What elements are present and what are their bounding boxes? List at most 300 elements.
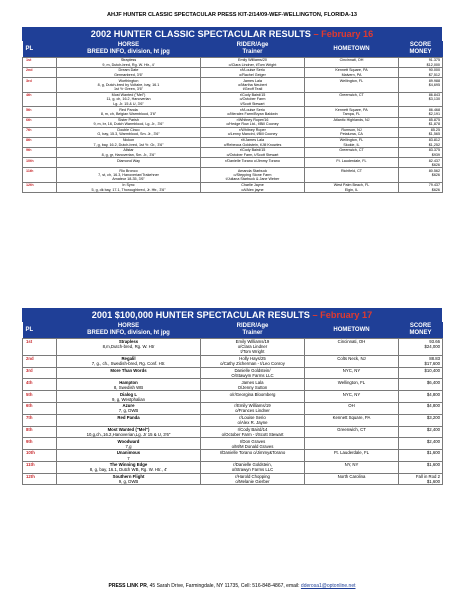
section-date: – February 17 (309, 310, 373, 320)
score-money-cell (399, 182, 443, 192)
score-money-line: $2,400 (426, 438, 440, 444)
rider-line: o/Meralex Farm/Bryan Baldwin (227, 111, 278, 116)
horse-line: Azure (122, 403, 135, 409)
horse-line: 7, g, DWB (118, 408, 139, 414)
hometown-cell (305, 137, 399, 147)
table-row (23, 355, 443, 367)
rider-line: r/Cody Baird/15 (239, 148, 266, 153)
score-money-cell (399, 158, 443, 168)
horse-cell (57, 182, 201, 192)
score-money-cell (399, 414, 443, 426)
rider-cell (201, 58, 305, 68)
horse-line: Allstar (123, 148, 134, 153)
table-header-row (23, 41, 443, 58)
horse-line: Red Panda (119, 107, 138, 112)
score-money-line: 82.437 (428, 158, 440, 163)
placing-cell: 4th (23, 379, 57, 391)
horse-cell (57, 473, 201, 485)
horse-cell (57, 450, 201, 462)
horse-cell (57, 107, 201, 117)
horse-line: 11, g, ch, 16.2, Hanoverian (106, 97, 151, 102)
score-money-cell (399, 461, 443, 473)
score-money-line: $4,800 (426, 391, 440, 397)
horse-line: 8, g, Dutch-bred by Voltaire, bay, 16.1 (97, 82, 160, 87)
rider-cell (201, 403, 305, 415)
horse-cell (57, 355, 201, 367)
rider-line: t/Geoff Teall (242, 87, 263, 92)
rider-cell (201, 127, 305, 137)
placing-cell: 2nd (23, 355, 57, 367)
score-money-line: $6,400 (426, 379, 440, 385)
rider-line: O/Stawym Farms LLC (231, 373, 274, 379)
score-money-cell (399, 92, 443, 106)
footer-email-link[interactable]: dderosa1@optonline.net (300, 583, 356, 589)
horse-cell (57, 391, 201, 403)
horse-line: Worthington (118, 78, 139, 83)
hometown-line: Kennett Square, PA (335, 68, 368, 73)
rider-cell (201, 414, 305, 426)
horse-line: 8, Swedish WB (113, 384, 144, 390)
horse-line: More Than Words (110, 367, 147, 373)
rider-line: o/Alex R. Jayne (237, 420, 268, 426)
score-money-cell (399, 58, 443, 68)
rider-cell (201, 158, 305, 168)
hometown-cell (305, 107, 399, 117)
horse-line: G, bay, 15.3, Warmblood, Sm. Jr., 3'6" (97, 132, 160, 137)
hometown-cell (305, 426, 399, 438)
score-money-line: 89.988 (428, 78, 440, 83)
col-header-pl: PL (25, 326, 34, 333)
horse-cell (57, 403, 201, 415)
table-row (23, 391, 443, 403)
score-money-cell (399, 107, 443, 117)
rider-cell (201, 461, 305, 473)
placing-cell: 1st (23, 339, 57, 356)
hometown-cell (305, 168, 399, 182)
score-money-line: $4,695 (428, 82, 440, 87)
horse-line: Red Panda (117, 415, 140, 421)
horse-line: Double Cinco (117, 128, 140, 133)
hometown-cell (305, 182, 399, 192)
score-money-line: 86.843 (428, 93, 440, 98)
table-row (23, 148, 443, 158)
horse-line: Lg. Jr. 15 & U, 3'6" (113, 101, 144, 106)
score-money-cell (399, 438, 443, 450)
score-money-cell (399, 391, 443, 403)
score-money-line: 83.375 (428, 148, 440, 153)
horse-line: 7, g, bay, 16.2, Dutch-bred, 1st Yr. Gr., 3'6" (93, 142, 164, 147)
rider-line: r/t/Louise Serio (240, 107, 265, 112)
rider-cell (201, 137, 305, 147)
score-money-cell (399, 403, 443, 415)
horse-line: 8, g, gr, Hanoverian, Sm. Jr., 3'6" (101, 152, 156, 157)
hometown-cell (305, 461, 399, 473)
horse-cell (57, 92, 201, 106)
score-money-line: $626 (431, 162, 440, 167)
score-money-line: $3,130 (428, 97, 440, 102)
page-header: AHJF HUNTER CLASSIC SPECTACULAR PRESS KIT-2/14/09-WEF-WELLINGTON, FLORIDA-13 (107, 12, 357, 18)
rider-line: Amanda Starbuck (237, 168, 268, 173)
placing-cell: 5th (23, 391, 57, 403)
table-row (23, 78, 443, 92)
rider-line: r/Danielle Torano o/Jimmy&Torano (219, 450, 286, 456)
horse-line: Diamond Way (116, 158, 141, 163)
table-row (23, 379, 443, 391)
table-row (23, 426, 443, 438)
placing-cell: 3rd (23, 78, 57, 92)
section-date: – February 16 (310, 29, 374, 39)
rider-line: r/t/Louise Serio (240, 68, 265, 73)
horse-line: Most Wanted ("Mel") (111, 93, 146, 98)
score-money-line: 85.875 (428, 117, 440, 122)
rider-line: o/Clara Lindner (237, 344, 268, 350)
horse-cell (57, 117, 201, 127)
horse-line: Strapless (118, 339, 139, 345)
horse-cell (57, 78, 201, 92)
score-money-line: 85.25 (430, 128, 440, 133)
rider-cell (201, 473, 305, 485)
horse-cell (57, 461, 201, 473)
score-money-line: 90.000 (428, 68, 440, 73)
rider-line: o/Frances Lindner (235, 408, 270, 414)
horse-line: 8, g, bay, 16.1, Dutch WB, Rg. W. Htr., 4' (89, 467, 168, 473)
rider-line: o/Cathy Zicherman - t/Leo Conroy (220, 361, 285, 367)
score-money-cell (399, 117, 443, 127)
rider-cell (201, 182, 305, 192)
hometown-cell (305, 403, 399, 415)
rider-cell (201, 339, 305, 356)
horse-line: In Sync (122, 183, 135, 188)
rider-line: r/t/James Lala (240, 138, 265, 143)
placing-cell: 2nd (23, 68, 57, 78)
table-row (23, 473, 443, 485)
rider-line: o/Martha Neubert (238, 82, 267, 87)
score-money-line: $939 (431, 152, 440, 157)
score-money-cell (399, 127, 443, 137)
rider-line: Holly Hays/25 (239, 356, 266, 362)
hometown-cell (305, 339, 399, 356)
score-money-line: $1,252 (428, 142, 440, 147)
placing-cell: 12th (23, 182, 57, 192)
table-row (23, 92, 443, 106)
hometown-cell (305, 78, 399, 92)
rider-cell (201, 426, 305, 438)
table-row (23, 461, 443, 473)
hometown-line: North Carolina (337, 473, 366, 479)
rider-line: Emily Williams/20 (238, 58, 267, 63)
horse-line: Woodward (117, 438, 140, 444)
rider-line: Emily Williams/19 (235, 339, 270, 345)
rider-line: r/Harold Chopping (235, 473, 270, 479)
horse-line: 9, g, DWB (118, 479, 139, 485)
hometown-line: Wellington, FL (339, 138, 364, 143)
placing-cell: 7th (23, 414, 57, 426)
hometown-cell (305, 379, 399, 391)
col-header-horse: HORSE BREED INFO, division, ht jpg (87, 42, 170, 55)
score-money-line: 83.812 (428, 138, 440, 143)
rider-line: o/t/Alex jayne (241, 187, 264, 192)
horse-line: 9, g, Westphalian (111, 396, 146, 402)
section-title-bar (22, 308, 442, 322)
hometown-cell (305, 127, 399, 137)
score-money-line: $12,000 (426, 62, 440, 67)
horse-cell (57, 127, 201, 137)
hometown-cell (305, 355, 399, 367)
results-section-2002 (22, 27, 442, 193)
hometown-cell (305, 414, 399, 426)
hometown-line: Wellington, FL (339, 78, 364, 83)
footer-address: , 45 Sarah Drive, Farmingdale, NY 11735, Cell: 516-848-4867, email: (146, 583, 301, 589)
section-title-bar (22, 27, 442, 41)
horse-cell (57, 438, 201, 450)
rider-cell (201, 450, 305, 462)
col-header-rider: RIDER/Age Trainer (236, 323, 269, 336)
rider-cell (201, 391, 305, 403)
rider-line: o/Stepping Stone Farm (233, 173, 272, 178)
score-money-cell (399, 367, 443, 379)
table-row (23, 117, 443, 127)
score-money-line: 93.66 (429, 339, 440, 345)
placing-cell: 11th (23, 461, 57, 473)
score-money-cell (399, 78, 443, 92)
hometown-line: NY, NY (344, 462, 359, 468)
rider-line: t/Scott Stewart (240, 101, 265, 106)
placing-cell: 5th (23, 107, 57, 117)
placing-cell: 8th (23, 426, 57, 438)
col-header-score-money: SCORE MONEY (409, 323, 432, 336)
rider-line: o/Lenny Mancini, t/Bill Cooney (227, 132, 278, 137)
hometown-cell (305, 158, 399, 168)
horse-cell (57, 367, 201, 379)
hometown-line: Kennett Square, PA (332, 415, 371, 421)
horse-cell (57, 137, 201, 147)
hometown-line: Kennett Square, PA (335, 107, 368, 112)
table-row (23, 367, 443, 379)
table-row (23, 339, 443, 356)
rider-line: Danielle Goldstein/ (234, 367, 271, 373)
table-row (23, 414, 443, 426)
hometown-line: Elgin, IL (344, 187, 359, 192)
results-table-2001 (22, 322, 443, 485)
score-money-line: 86.468 (428, 107, 440, 112)
rider-line: o/Clara Lindner, t/Tom Wright (228, 62, 277, 67)
col-header-hometown: HOMETOWN (333, 326, 370, 333)
table-row (23, 137, 443, 147)
hometown-line: Greenwich, CT (337, 426, 366, 432)
score-money-cell (399, 339, 443, 356)
horse-cell (57, 148, 201, 158)
horse-line: 7, st, ch, 16.3, Hanoverian/Trakehner (98, 173, 159, 178)
score-money-cell (399, 473, 443, 485)
horse-line: Regalil (121, 356, 136, 362)
score-money-line: $10,400 (424, 367, 440, 373)
rider-line: r/Louise Serio (239, 415, 266, 421)
horse-line: Southern Flight (112, 473, 145, 479)
hometown-line: NYC, NY (342, 367, 361, 373)
hometown-line: Petaluma, CA (340, 132, 363, 137)
results-table-2002 (22, 41, 443, 193)
rider-line: r/Whitney Roper (239, 128, 266, 133)
horse-line: 5, g, dk bay, 17.1, Thoroughbred, Jr. Htr., 3'6" (91, 187, 166, 192)
hometown-cell (305, 367, 399, 379)
placing-cell: 11th (23, 168, 57, 182)
hometown-cell (305, 58, 399, 68)
col-header-score-money: SCORE MONEY (409, 42, 432, 55)
horse-cell (57, 414, 201, 426)
horse-line: Most Wanted ("Mel") (107, 426, 150, 432)
hometown-line: Greenwich, CT (339, 93, 364, 98)
col-header-pl: PL (25, 45, 34, 52)
hometown-cell (305, 68, 399, 78)
placing-cell: 1st (23, 58, 57, 68)
hometown-line: Ft. Lauderdale, FL (336, 158, 367, 163)
table-row (23, 107, 443, 117)
score-money-line: $7,512 (428, 72, 440, 77)
table-row (23, 450, 443, 462)
horse-cell (57, 426, 201, 438)
horse-line: Nickon (122, 138, 135, 143)
placing-cell: 8th (23, 137, 57, 147)
hometown-line: West Palm Beach, FL (333, 183, 370, 188)
score-money-line: $2,400 (426, 426, 440, 432)
placing-cell: 6th (23, 403, 57, 415)
section-title: 2002 HUNTER CLASSIC SPECTACULAR RESULTS (90, 29, 311, 39)
score-money-cell (399, 137, 443, 147)
hometown-line: NYC, NY (342, 391, 361, 397)
rider-line: r/Danielle Torano o/Jimmy Torano (225, 158, 280, 163)
score-money-line: $1,600 (426, 462, 440, 468)
score-money-cell (399, 148, 443, 158)
hometown-cell (305, 438, 399, 450)
horse-line: 9, m, Dutch-bred, Rg. W. Htr., 4' (102, 62, 155, 67)
horse-line: Dialog L (120, 391, 137, 397)
horse-line: Hampton (119, 379, 138, 385)
hometown-line: Tampa, FL (342, 111, 361, 116)
rider-line: t/Juliana Starbuck & Jane Weber (225, 177, 280, 182)
rider-line: r/Don Graves (239, 438, 266, 444)
score-money-line: $626 (431, 187, 440, 192)
hometown-cell (305, 117, 399, 127)
score-money-line: $1,600 (426, 450, 440, 456)
score-money-line: $24,000 (424, 344, 440, 350)
horse-line: Dream Date (118, 68, 139, 73)
rider-line: o/Hedge Row Ltd., t/Bill Cooney (226, 122, 279, 127)
table-row (23, 68, 443, 78)
score-money-cell (399, 379, 443, 391)
rider-cell (201, 92, 305, 106)
rider-line: o/Melanie Gierber (235, 479, 270, 485)
horse-line: 10,g,ch.,16.2,Hanoverian,Lg. Jr 15 & U, 3'6" (86, 431, 171, 437)
rider-line: o/Strawyn Farms LLC (231, 467, 274, 473)
rider-line: James Lala (241, 379, 264, 385)
horse-cell (57, 168, 201, 182)
rider-line: o/M/M Donald Graves (231, 443, 274, 449)
horse-line: Rio Bronco (119, 168, 138, 173)
footer (22, 583, 442, 589)
horse-line: Amateur 18-35, 3'6" (112, 177, 145, 182)
horse-line: 1st Yr Green, 3'6" (113, 87, 143, 92)
hometown-line: Richfield, CT (340, 168, 363, 173)
hometown-line: Rumson, NJ (341, 128, 362, 133)
score-money-cell (399, 355, 443, 367)
hometown-line: Atlantic Highlands, NJ (333, 117, 370, 122)
score-money-line: $1,600 (426, 479, 440, 485)
hometown-line: Colts Neck, NJ (337, 356, 366, 362)
section-title: 2001 $100,000 HUNTER SPECTACULAR RESULTS (91, 310, 310, 320)
horse-line: Strapless (120, 58, 137, 63)
horse-line: 7 (127, 455, 130, 461)
score-money-line: 91.375 (428, 58, 440, 63)
horse-line: 8,m,Dutch-bred, Rg. W. Htr (102, 344, 155, 350)
score-money-cell (399, 168, 443, 182)
horse-line: 7, g., ch., Swedish-bred, Rg. Conf. Htr. (91, 361, 166, 367)
score-money-line: $1,565 (428, 132, 440, 137)
rider-cell (201, 355, 305, 367)
footer-company: PRESS LINK PR (108, 583, 147, 589)
results-section-2001 (22, 308, 442, 485)
placing-cell: 9th (23, 438, 57, 450)
placing-cell: 9th (23, 148, 57, 158)
score-money-line: $1,878 (428, 122, 440, 127)
score-money-line: 88.83 (429, 356, 440, 362)
score-money-line: $626 (431, 173, 440, 178)
rider-line: o/October Farm, t/Scott Stewart (226, 152, 279, 157)
rider-line: o/Rachel Geiger (239, 72, 266, 77)
rider-line: o/October Farm - t/Scott Stewart (221, 431, 284, 437)
horse-cell (57, 68, 201, 78)
placing-cell: 10th (23, 158, 57, 168)
rider-cell (201, 148, 305, 158)
placing-cell: 10th (23, 450, 57, 462)
hometown-cell (305, 92, 399, 106)
placing-cell: 3rd (23, 367, 57, 379)
table-row (23, 158, 443, 168)
table-row (23, 127, 443, 137)
col-header-hometown: HOMETOWN (333, 45, 370, 52)
rider-cell (201, 117, 305, 127)
rider-line: r/Emily Williams/19 (234, 403, 271, 409)
rider-line: r/Danielle Goldstein, (233, 462, 272, 468)
rider-line: r/Whitney Roper/16 (236, 117, 269, 122)
rider-line: r/Cody Baird/14 (237, 426, 268, 432)
hometown-cell (305, 391, 399, 403)
table-row (23, 182, 443, 192)
horse-line: The Winning Edge (109, 462, 148, 468)
horse-line: Unanimous (116, 450, 141, 456)
score-money-cell (399, 68, 443, 78)
horse-line: Sister Parish (118, 117, 139, 122)
table-header-row (23, 322, 443, 339)
horse-cell (57, 58, 201, 68)
rider-cell (201, 68, 305, 78)
hometown-line: Wellington, FL (337, 379, 366, 385)
rider-line: James Lala (243, 78, 262, 83)
horse-line: 9, m, br, 16, Dutch Warmblood, Lg. Jr., 3'6" (93, 122, 164, 127)
score-money-line: $4,800 (426, 403, 440, 409)
hometown-line: Cincinnati, OH (337, 339, 366, 345)
col-header-horse: HORSE BREED INFO, division, ht jpg (87, 323, 170, 336)
rider-cell (201, 379, 305, 391)
table-row (23, 168, 443, 182)
hometown-cell (305, 473, 399, 485)
rider-cell (201, 438, 305, 450)
col-header-rider: RIDER/Age Trainer (236, 42, 269, 55)
rider-line: O/Jenny Sutton (237, 384, 268, 390)
placing-cell: 12th (23, 473, 57, 485)
table-row (23, 58, 443, 68)
placing-cell: 4th (23, 92, 57, 106)
score-money-cell (399, 426, 443, 438)
